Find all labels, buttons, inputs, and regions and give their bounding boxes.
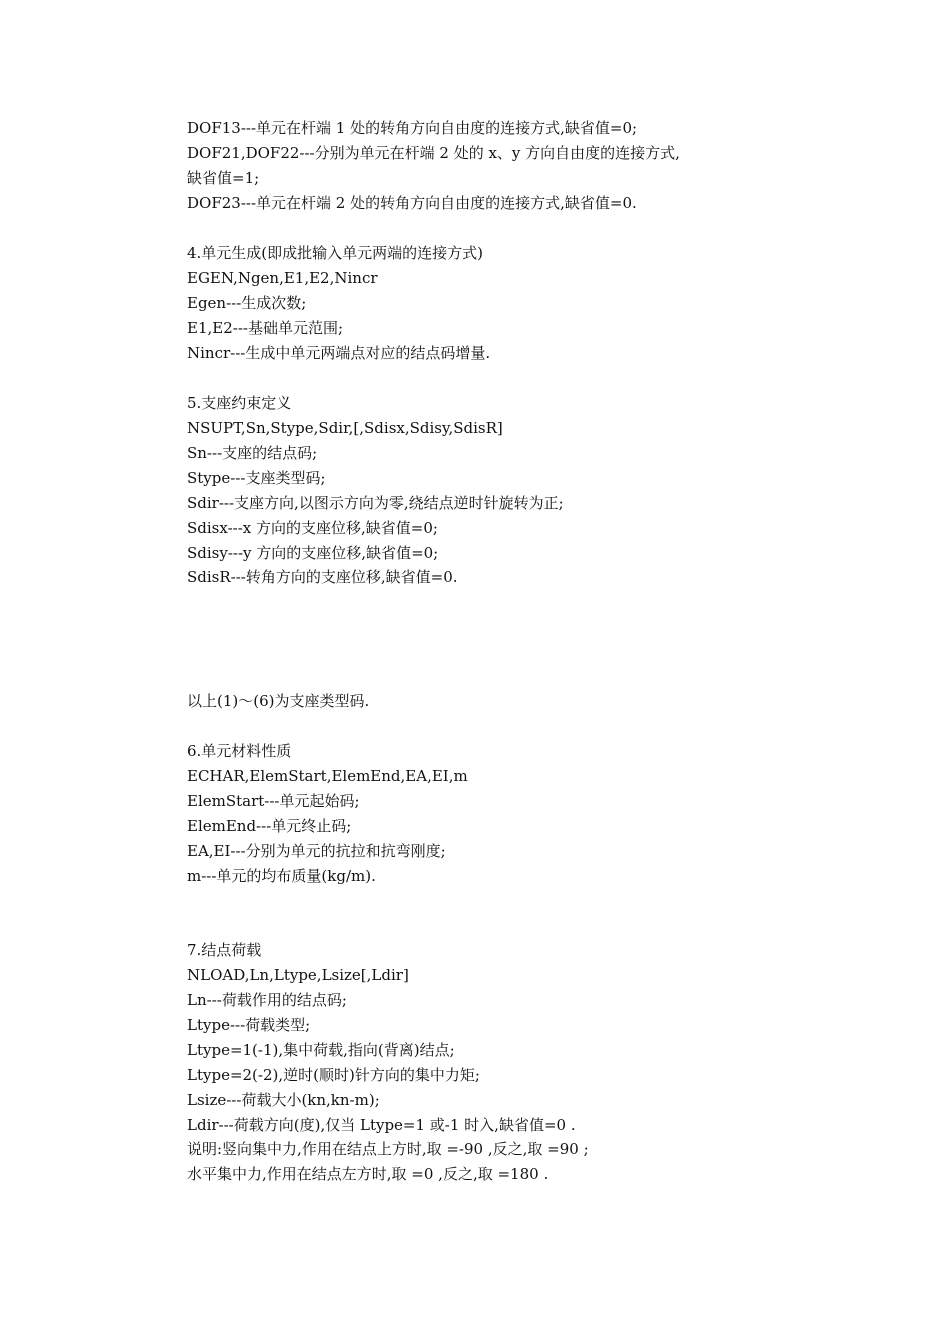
text-line: Ltype=2(-2),逆时(顺时)针方向的集中力矩; bbox=[187, 1066, 480, 1084]
text-line: Sn---支座的结点码; bbox=[187, 444, 318, 462]
text-line: Ln---荷载作用的结点码; bbox=[187, 991, 347, 1009]
text-line: DOF21,DOF22---分别为单元在杆端 2 处的 x、y 方向自由度的连接方式, bbox=[187, 144, 680, 162]
text-line: Ltype---荷载类型; bbox=[187, 1016, 311, 1034]
text-line: NSUPT,Sn,Stype,Sdir,[,Sdisx,Sdisy,SdisR] bbox=[187, 419, 503, 437]
text-line: ElemStart---单元起始码; bbox=[187, 792, 360, 810]
text-line: Nincr---生成中单元两端点对应的结点码增量. bbox=[187, 344, 491, 362]
text-line: EGEN,Ngen,E1,E2,Nincr bbox=[187, 269, 378, 287]
section-heading: 7.结点荷载 bbox=[187, 941, 262, 959]
text-line: DOF23---单元在杆端 2 处的转角方向自由度的连接方式,缺省值=0. bbox=[187, 194, 637, 212]
text-line: Ltype=1(-1),集中荷载,指向(背离)结点; bbox=[187, 1041, 455, 1059]
text-line: 水平集中力,作用在结点左方时,取 =0 ,反之,取 =180 . bbox=[187, 1165, 549, 1183]
text-line: SdisR---转角方向的支座位移,缺省值=0. bbox=[187, 568, 458, 586]
text-line: NLOAD,Ln,Ltype,Lsize[,Ldir] bbox=[187, 966, 409, 984]
text-line: Lsize---荷载大小(kn,kn-m); bbox=[187, 1091, 380, 1109]
text-line: Sdir---支座方向,以图示方向为零,绕结点逆时针旋转为正; bbox=[187, 494, 564, 512]
text-line: m---单元的均布质量(kg/m). bbox=[187, 867, 376, 885]
text-line: ECHAR,ElemStart,ElemEnd,EA,EI,m bbox=[187, 767, 468, 785]
text-line: ElemEnd---单元终止码; bbox=[187, 817, 352, 835]
section-heading: 4.单元生成(即成批输入单元两端的连接方式) bbox=[187, 244, 484, 262]
text-line: 缺省值=1; bbox=[187, 169, 260, 187]
text-line: 说明:竖向集中力,作用在结点上方时,取 =-90 ,反之,取 =90 ; bbox=[187, 1140, 589, 1158]
text-line: Stype---支座类型码; bbox=[187, 469, 326, 487]
text-line: DOF13---单元在杆端 1 处的转角方向自由度的连接方式,缺省值=0; bbox=[187, 119, 638, 137]
text-line: Sdisy---y 方向的支座位移,缺省值=0; bbox=[187, 544, 439, 562]
text-line: Sdisx---x 方向的支座位移,缺省值=0; bbox=[187, 519, 438, 537]
text-line: Egen---生成次数; bbox=[187, 294, 307, 312]
text-line: Ldir---荷载方向(度),仅当 Ltype=1 或-1 时入,缺省值=0 . bbox=[187, 1116, 576, 1134]
text-line: E1,E2---基础单元范围; bbox=[187, 319, 344, 337]
text-line: EA,EI---分别为单元的抗拉和抗弯刚度; bbox=[187, 842, 446, 860]
section-heading: 6.单元材料性质 bbox=[187, 742, 292, 760]
text-line: 以上(1)～(6)为支座类型码. bbox=[187, 692, 370, 710]
section-heading: 5.支座约束定义 bbox=[187, 394, 292, 412]
